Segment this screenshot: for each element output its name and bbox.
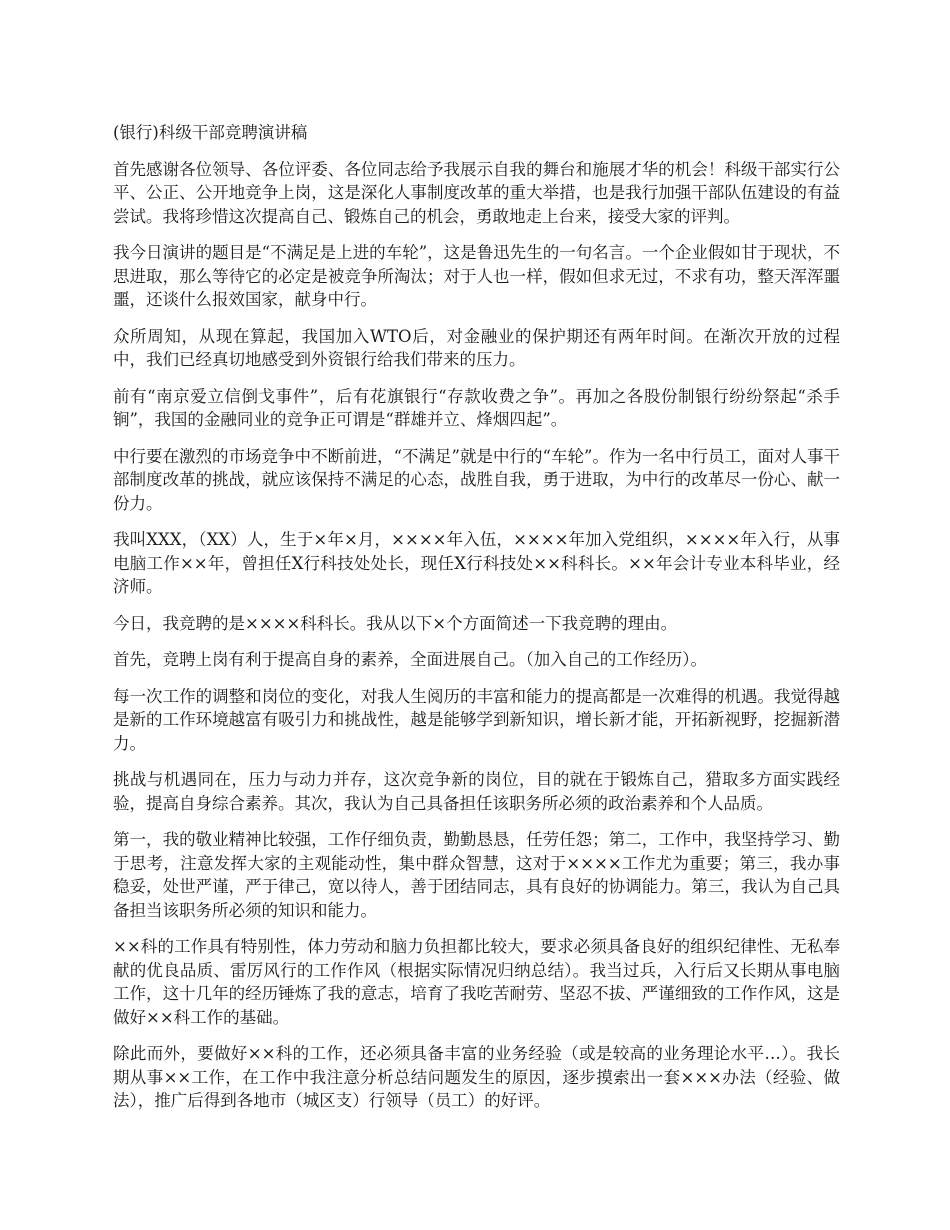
paragraph-4: 前有“南京爱立信倒戈事件”，后有花旗银行“存款收费之争”。再加之各股份制银行纷纷祭起“杀手锏”，我国的金融同业的竞争正可谓是“群雄并立、烽烟四起”。	[113, 386, 840, 429]
paragraph-10: 挑战与机遇同在，压力与动力并存，这次竞争新的岗位，目的就在于锻炼自己，猎取多方面实践经验，提高自身综合素养。其次，我认为自己具备担任该职务所必须的政治素养和个人品质。	[113, 770, 840, 813]
paragraph-9: 每一次工作的调整和岗位的变化，对我人生阅历的丰富和能力的提高都是一次难得的机遇。我觉得越是新的工作环境越富有吸引力和挑战性，越是能够学到新知识，增长新才能，开拓新视野，挖掘新潜力。	[113, 686, 840, 753]
paragraph-8: 首先，竞聘上岗有利于提高自身的素养，全面进展自己。（加入自己的工作经历）。	[113, 650, 707, 669]
paragraph-2: 我今日演讲的题目是“不满足是上进的车轮”，这是鲁迅先生的一句名言。一个企业假如甘于现状，不思进取，那么等待它的必定是被竞争所淘汰；对于人也一样，假如但求无过，不求有功，整天浑浑噩噩，还谈什么报效国家，献身中行。	[113, 243, 840, 309]
paragraph-3: 众所周知，从现在算起，我国加入WTO后，对金融业的保护期还有两年时间。在渐次开放的过程中，我们已经真切地感受到外资银行给我们带来的压力。	[113, 326, 840, 369]
paragraph-7: 今日，我竞聘的是××××科科长。我从以下×个方面简述一下我竞聘的理由。	[113, 613, 678, 633]
paragraph-1: 首先感谢各位领导、各位评委、各位同志给予我展示自我的舞台和施展才华的机会！科级干部实行公平、公正、公开地竞争上岗，这是深化人事制度改革的重大举措，也是我行加强干部队伍建设的有益尝试。我将珍惜这次提高自己、锻炼自己的机会，勇敢地走上台来，接受大家的评判。	[113, 159, 840, 226]
paragraph-5: 中行要在激烈的市场竞争中不断前进，“不满足”就是中行的“车轮”。作为一名中行员工，面对人事干部制度改革的挑战，就应该保持不满足的心态，战胜自我，勇于进取，为中行的改革尽一份心、献一份力。	[113, 446, 840, 513]
paragraph-13: 除此而外，要做好××科的工作，还必须具备丰富的业务经验（或是较高的业务理论水平…）。我长期从事××工作，在工作中我注意分析总结问题发生的原因，逐步摸索出一套×××办法（经验、做法），推广后得到各地市（城区支）行领导（员工）的好评。	[113, 1044, 840, 1110]
document-title: (银行)科级干部竞聘演讲稿	[113, 123, 308, 142]
paragraph-6: 我叫XXX，（XX）人，生于×年×月，××××年入伍，××××年加入党组织，××××年入行，从事电脑工作××年，曾担任X行科技处处长，现任X行科技处××科科长。××年会计专业本科毕业，经济师。	[113, 530, 840, 596]
document-body	[113, 121, 840, 1126]
paragraph-11: 第一，我的敬业精神比较强，工作仔细负责，勤勤恳恳，任劳任怨；第二，工作中，我坚持学习、勤于思考，注意发挥大家的主观能动性，集中群众智慧，这对于××××工作尤为重要；第三，我办事稳妥，处世严谨，严于律己，宽以待人，善于团结同志，具有良好的协调能力。第三，我认为自己具备担当该职务所必须的知识和能力。	[113, 830, 840, 920]
paragraph-12: ××科的工作具有特别性，体力劳动和脑力负担都比较大，要求必须具备良好的组织纪律性、无私奉献的优良品质、雷厉风行的工作作风（根据实际情况归纳总结）。我当过兵，入行后又长期从事电脑工作，这十几年的经历锤炼了我的意志，培育了我吃苦耐劳、坚忍不拔、严谨细致的工作作风，这是做好××科工作的基础。	[113, 937, 840, 1027]
